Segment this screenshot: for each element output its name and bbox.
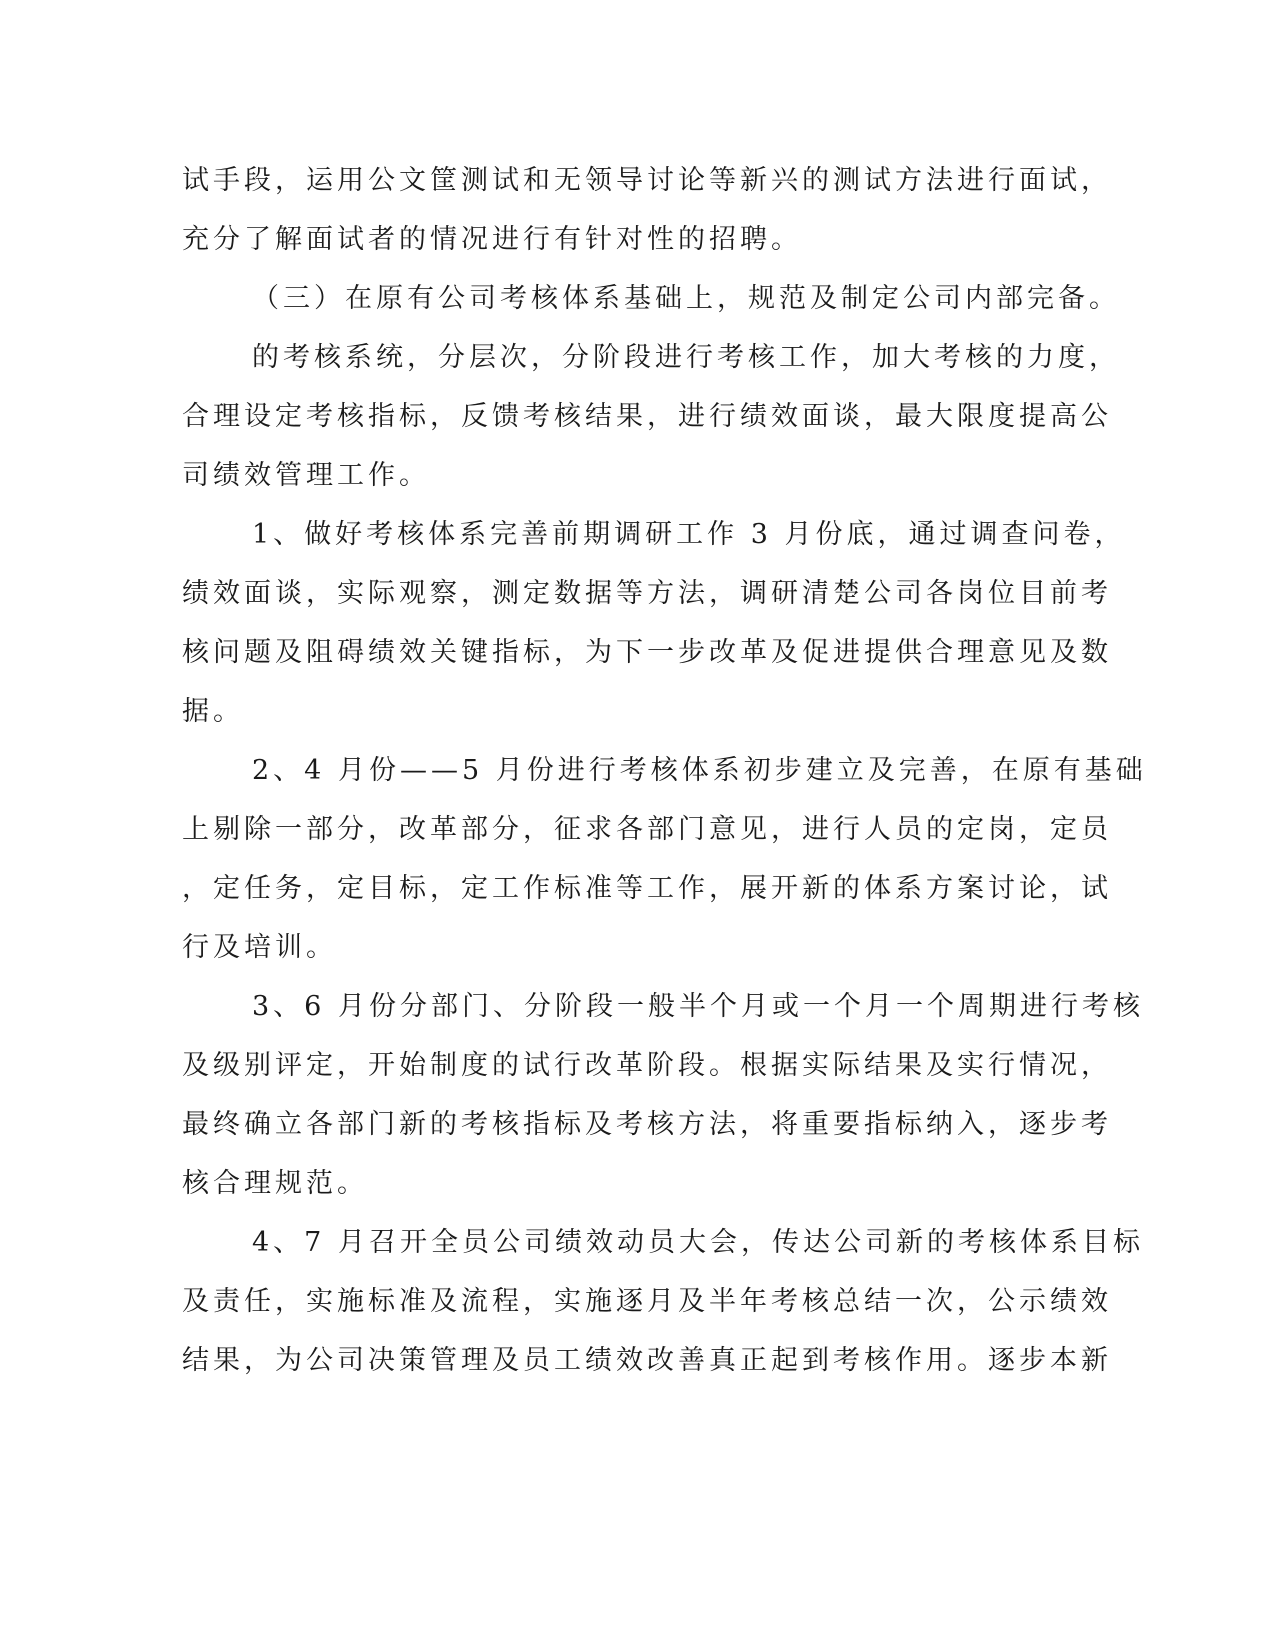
body-text-line: 及责任，实施标准及流程，实施逐月及半年考核总结一次，公示绩效 <box>182 1286 1112 1317</box>
body-text-line: 最终确立各部门新的考核指标及考核方法，将重要指标纳入，逐步考 <box>182 1109 1112 1140</box>
section-heading: （三）在原有公司考核体系基础上，规范及制定公司内部完备。 <box>252 283 1120 314</box>
list-item-1: 1、做好考核体系完善前期调研工作 3 月份底，通过调查问卷， <box>252 519 1126 550</box>
body-text-line: 合理设定考核指标，反馈考核结果，进行绩效面谈，最大限度提高公 <box>182 401 1112 432</box>
body-text-line: 及级别评定，开始制度的试行改革阶段。根据实际结果及实行情况， <box>182 1050 1112 1081</box>
list-item-4: 4、7 月召开全员公司绩效动员大会，传达公司新的考核体系目标 <box>252 1227 1144 1258</box>
body-text-line: 结果，为公司决策管理及员工绩效改善真正起到考核作用。逐步本新 <box>182 1345 1112 1376</box>
body-text-line: 充分了解面试者的情况进行有针对性的招聘。 <box>182 224 802 255</box>
body-text-line: 的考核系统，分层次，分阶段进行考核工作，加大考核的力度， <box>252 342 1120 373</box>
body-text-line: ，定任务，定目标，定工作标准等工作，展开新的体系方案讨论，试 <box>182 873 1112 904</box>
body-text-line: 绩效面谈，实际观察，测定数据等方法，调研清楚公司各岗位目前考 <box>182 578 1112 609</box>
body-text-line: 核合理规范。 <box>182 1168 368 1199</box>
body-text-line: 司绩效管理工作。 <box>182 460 430 491</box>
body-text-line: 核问题及阻碍绩效关键指标，为下一步改革及促进提供合理意见及数 <box>182 637 1112 668</box>
list-item-3: 3、6 月份分部门、分阶段一般半个月或一个月一个周期进行考核 <box>252 991 1144 1022</box>
body-text-line: 上剔除一部分，改革部分，征求各部门意见，进行人员的定岗，定员 <box>182 814 1112 845</box>
list-item-2: 2、4 月份——5 月份进行考核体系初步建立及完善，在原有基础 <box>252 755 1147 786</box>
body-text-line: 试手段，运用公文筐测试和无领导讨论等新兴的测试方法进行面试， <box>182 165 1112 196</box>
body-text-line: 据。 <box>182 696 244 727</box>
body-text-line: 行及培训。 <box>182 932 337 963</box>
